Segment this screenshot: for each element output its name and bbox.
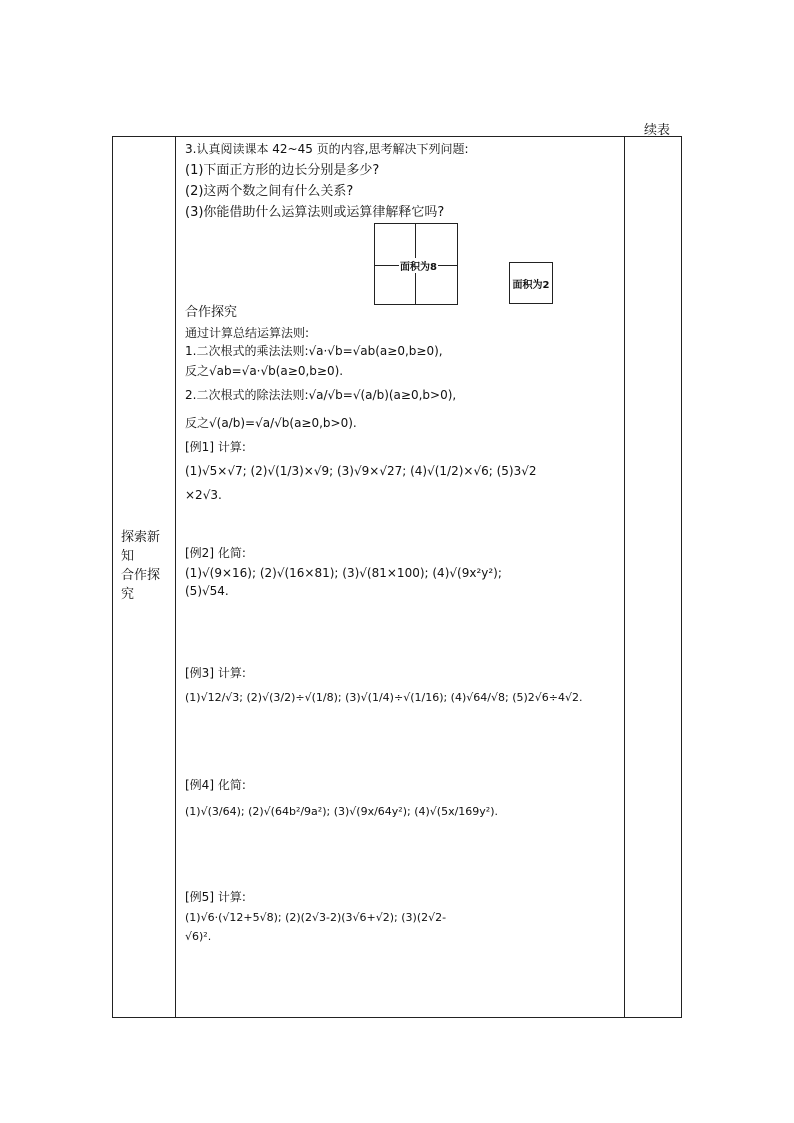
big-square-label: 面积为8 bbox=[399, 258, 438, 273]
example2-line2: (5)√54. bbox=[185, 584, 229, 598]
example1-line1: (1)√5×√7; (2)√(1/3)×√9; (3)√9×√27; (4)√(1/2)×√6; (5)3√2 bbox=[185, 464, 537, 478]
rule-multiply-reverse: 反之√ab=√a·√b(a≥0,b≥0). bbox=[185, 364, 344, 378]
rule-multiply: 1.二次根式的乘法法则:√a·√b=√ab(a≥0,b≥0), bbox=[185, 344, 443, 358]
example2-line1: (1)√(9×16); (2)√(16×81); (3)√(81×100); (4)√(9x²y²); bbox=[185, 566, 502, 580]
lesson-table bbox=[112, 136, 682, 1018]
rule-divide: 2.二次根式的除法法则:√a/√b=√(a/b)(a≥0,b>0), bbox=[185, 388, 457, 402]
small-square-figure bbox=[509, 262, 553, 304]
section-label: 探索新 知 合作探 究 bbox=[121, 530, 161, 602]
task-q3: (3)你能借助什么运算法则或运算律解释它吗? bbox=[185, 205, 445, 220]
small-square-label: 面积为2 bbox=[512, 279, 550, 291]
rule-divide-reverse: 反之√(a/b)=√a/√b(a≥0,b>0). bbox=[185, 416, 357, 430]
notes-cell bbox=[625, 137, 682, 1018]
example3-line1: (1)√12/√3; (2)√(3/2)÷√(1/8); (3)√(1/4)÷√(1/16); (4)√64/√8; (5)2√6÷4√2. bbox=[185, 691, 583, 704]
content-cell bbox=[176, 137, 625, 1018]
big-square-figure bbox=[374, 223, 458, 305]
section-cell bbox=[113, 137, 176, 1018]
task-q2: (2)这两个数之间有什么关系? bbox=[185, 184, 354, 199]
example2-title: [例2] 化简: bbox=[185, 546, 246, 560]
explore-intro: 通过计算总结运算法则: bbox=[185, 326, 310, 340]
example1-title: [例1] 计算: bbox=[185, 440, 246, 454]
example5-title: [例5] 计算: bbox=[185, 890, 246, 904]
explore-heading: 合作探究 bbox=[185, 305, 238, 320]
example4-title: [例4] 化简: bbox=[185, 778, 246, 792]
task-q1: (1)下面正方形的边长分别是多少? bbox=[185, 163, 380, 178]
continued-label: 续表 bbox=[644, 123, 671, 138]
task-title: 3.认真阅读课本 42~45 页的内容,思考解决下列问题: bbox=[185, 142, 469, 156]
example5-line1: (1)√6·(√12+5√8); (2)(2√3-2)(3√6+√2); (3)(2√2- bbox=[185, 911, 447, 924]
example4-line1: (1)√(3/64); (2)√(64b²/9a²); (3)√(9x/64y²); (4)√(5x/169y²). bbox=[185, 805, 499, 818]
example5-line2: √6)². bbox=[185, 930, 212, 943]
example3-title: [例3] 计算: bbox=[185, 666, 246, 680]
example1-line2: ×2√3. bbox=[185, 488, 222, 502]
